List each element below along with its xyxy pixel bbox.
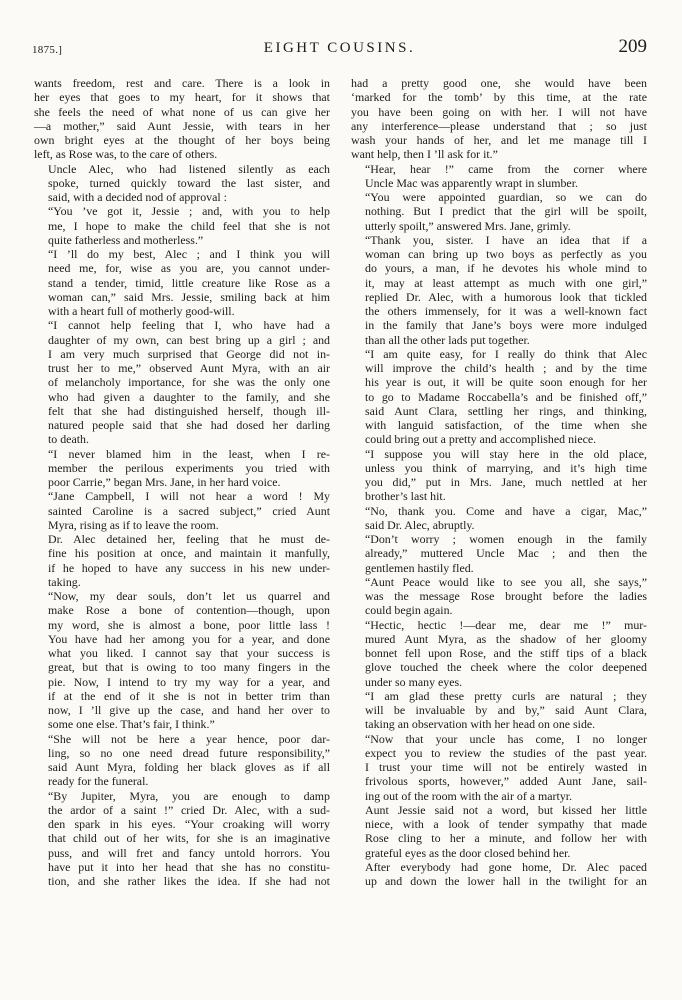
paragraph — [34, 204, 330, 247]
paragraph — [34, 489, 330, 532]
text-line: nothing. But I predict that the girl will be spoilt, — [365, 204, 647, 219]
text-line: had a pretty good one, she would have been — [351, 76, 647, 90]
text-line: daughter of my own, can best bring up a girl ; and — [48, 332, 330, 347]
text-line: felt that she had distinguished herself, though ill- — [48, 403, 330, 418]
book-title: EIGHT COUSINS. — [263, 40, 416, 56]
text-line: could bring out a pretty and accomplished niece. — [365, 432, 597, 447]
paragraph — [34, 589, 330, 732]
text-line: “I am glad these pretty curls are natural ; they — [365, 688, 647, 703]
paragraph — [351, 76, 647, 162]
text-line: “Hectic, hectic !—dear me, dear me !” mur- — [365, 617, 647, 632]
text-line: unless you think of marrying, and it’s high time — [365, 460, 647, 475]
text-line: she feels the need of what none of us can give her — [34, 104, 330, 119]
text-line: with a heart full of motherly good-will. — [48, 304, 235, 318]
text-line: than all the other lads put together. — [365, 332, 530, 347]
text-line: “I cannot help feeling that I, who have had a — [48, 318, 330, 333]
text-line: “Don’t worry ; women enough in the family — [365, 532, 647, 546]
text-line: sainted Caroline is a sacred subject,” cried Aunt — [48, 503, 330, 518]
text-line: “No, thank you. Come and have a cigar, Mac,” — [365, 503, 647, 518]
text-line: that child out of her wits, for she is an imaginative — [48, 831, 330, 846]
text-line: bonnet fell upon Rose, and the stiff tips of a black — [365, 646, 647, 660]
text-line: said Aunt Clara, settling her rings, and thinking, — [365, 403, 647, 418]
text-line: said, with a decided nod of approval : — [48, 190, 227, 204]
paragraph — [351, 732, 647, 803]
text-line: quite fatherless and motherless.” — [48, 232, 204, 247]
paragraph — [34, 447, 330, 490]
paragraph — [351, 575, 647, 618]
text-line: ready for the funeral. — [48, 774, 149, 789]
text-line: “You were appointed guardian, so we can do — [365, 190, 647, 204]
text-line: the others immensely, for it was a well-known fact — [365, 304, 647, 318]
text-line: tion, and she rather likes the idea. If she had not — [48, 874, 330, 888]
text-line: “I am quite easy, for I really do think that Alec — [365, 346, 647, 361]
text-line: expect you to review the studies of the past year. — [365, 745, 647, 760]
text-line: great, but that is owing to too many fingers in the — [48, 660, 330, 675]
text-line: replied Dr. Alec, with a humorous look that tickled — [365, 289, 647, 304]
text-line: me, I hope to make the child feel that she is not — [48, 218, 330, 233]
text-line: ing out of the room with the air of a martyr. — [365, 788, 573, 803]
text-line: You have had her among you for a year, and done — [48, 631, 330, 646]
text-line: niece, with a look of tender sympathy that made — [365, 817, 647, 831]
text-line: with languid satisfaction, of the time when she — [365, 418, 647, 432]
paragraph — [34, 732, 330, 789]
text-line: her eyes that goes to my heart, for it shows that — [34, 90, 330, 105]
text-line: the ardor of a saint !” cried Dr. Alec, with a sud- — [48, 802, 330, 817]
paragraph — [351, 803, 647, 860]
text-line: under so many eyes. — [365, 674, 463, 689]
text-line: if he hoped to have any success in his new under- — [48, 560, 330, 575]
text-line: ling, so no one need dread future responsibility,” — [48, 745, 330, 760]
text-line: Dr. Alec detained her, feeling that he must de- — [48, 532, 330, 546]
text-line: who had given a daughter to the family, and she — [48, 389, 330, 404]
text-line: you did,” put in Mrs. Jane, much nettled at her — [365, 475, 647, 489]
text-line: of melancholy importance, for she was the only one — [48, 375, 330, 390]
text-line: do yours, a man, if he devotes his whole mind to — [365, 261, 647, 276]
text-line: need me, for, wise as you are, you cannot under- — [48, 261, 330, 276]
paragraph — [34, 789, 330, 889]
text-line: mured Aunt Myra, as the shadow of her gloomy — [365, 631, 647, 646]
text-line: I trust your time will not be entirely wasted in — [365, 760, 647, 774]
text-line: “Hear, hear !” came from the corner where — [365, 161, 647, 176]
text-line: member the perilous experiments you tried with — [48, 460, 330, 475]
text-line: up and down the lower hall in the twilight for an — [365, 874, 647, 888]
text-line: some one else. That’s fair, I think.” — [48, 717, 215, 732]
text-line: my word, she is almost a bone, poor little lass ! — [48, 617, 330, 632]
text-line: “By Jupiter, Myra, you are enough to damp — [48, 788, 330, 803]
text-line: have put it into her head that she has no constitu- — [48, 859, 330, 874]
text-line: “Thank you, sister. I have an idea that if a — [365, 232, 647, 247]
text-line: brother’s last hit. — [365, 489, 446, 504]
text-line: if at the end of it she is not in better trim than — [48, 688, 330, 703]
text-line: Aunt Jessie said not a word, but kissed her little — [365, 802, 647, 817]
text-line: any interference—please understand that ; so just — [351, 118, 647, 133]
text-line: now, I ’ll give up the case, and hand her over to — [48, 703, 330, 717]
paragraph — [34, 247, 330, 318]
text-line: Myra, rising as if to leave the room. — [48, 517, 219, 532]
paragraph — [351, 689, 647, 732]
text-line: said Aunt Myra, folding her black gloves as if all — [48, 760, 330, 774]
paragraph — [351, 347, 647, 447]
paragraph — [351, 618, 647, 689]
text-line: it, may at least attempt as much with one girl,” — [365, 275, 647, 290]
text-line: frivolous sports, however,” added Aunt Jane, sail- — [365, 774, 647, 789]
text-line: you have been going on with her. I will not have — [351, 104, 647, 119]
text-line: “Now, my dear souls, don’t let us quarrel and — [48, 589, 330, 603]
paragraph — [351, 447, 647, 504]
text-line: own bright eyes at the thought of her boys being — [34, 133, 330, 147]
text-line: glove touched the cheek where the color deepened — [365, 660, 647, 675]
text-line: could begin again. — [365, 603, 453, 618]
page-number: 209 — [618, 36, 647, 57]
text-line: already,” muttered Uncle Mac ; and then the — [365, 546, 647, 561]
text-line: ‘marked for the tomb’ by this time, at the rate — [351, 90, 647, 105]
running-header — [32, 38, 647, 64]
text-line: natured people said that she had dosed her darling — [48, 418, 330, 432]
left-column — [34, 76, 330, 888]
text-line: “You ’ve got it, Jessie ; and, with you to help — [48, 204, 330, 219]
text-line: in the family that Jane’s boys were more indulged — [365, 318, 647, 333]
text-line: spoke, turned quickly toward the last sister, and — [48, 175, 330, 190]
text-line: said Dr. Alec, abruptly. — [365, 517, 475, 532]
text-line: “She will not be here a year hence, poor dar- — [48, 731, 330, 746]
text-line: —a mother,” said Aunt Jessie, with tears in her — [34, 118, 330, 133]
text-line: I am very much surprised that George did not in- — [48, 346, 330, 361]
text-line: woman can,” said Mrs. Jessie, smiling back at him — [48, 289, 330, 304]
text-line: “I never blamed him in the least, when I re- — [48, 446, 330, 461]
text-line: trust her to me,” observed Aunt Myra, with an air — [48, 361, 330, 375]
paragraph — [351, 504, 647, 533]
text-line: utterly spoilt,” answered Mrs. Jane, grimly. — [365, 218, 571, 233]
paragraph — [351, 162, 647, 191]
text-line: fine his position at once, and maintain it manfully, — [48, 546, 330, 561]
text-line: “Now that your uncle has come, I no longer — [365, 731, 647, 746]
text-line: his year is out, it will be quite soon enough for her — [365, 375, 647, 390]
text-line: will improve the child’s health ; and by the time — [365, 361, 647, 375]
paragraph — [34, 318, 330, 446]
text-line: After everybody had gone home, Dr. Alec paced — [365, 859, 647, 874]
text-line: grateful eyes as the door closed behind her. — [365, 845, 571, 860]
text-line: stand a tender, timid, little creature like Rose as a — [48, 275, 330, 290]
paragraph — [351, 190, 647, 233]
text-line: “Aunt Peace would like to see you all, she says,” — [365, 574, 647, 589]
text-line: woman can bring up two boys as perfectly as you — [365, 247, 647, 261]
text-line: was the message Rose brought before the ladies — [365, 589, 647, 603]
text-line: left, as Rose was, to the care of others. — [34, 147, 218, 162]
text-line: “I suppose you will stay here in the old place, — [365, 446, 647, 461]
paragraph — [351, 860, 647, 889]
right-column — [351, 76, 647, 888]
text-line: wash your hands of her, and let me manage till I — [351, 133, 647, 147]
text-line: make Rose a bone of contention—though, upon — [48, 603, 330, 618]
paragraph — [351, 532, 647, 575]
paragraph — [351, 233, 647, 347]
paragraph — [34, 532, 330, 589]
text-line: wants freedom, rest and care. There is a look in — [34, 76, 330, 90]
text-line: gentlemen hastily fled. — [365, 560, 474, 575]
text-line: will be invaluable by and by,” said Aunt Clara, — [365, 703, 647, 717]
text-line: “I ’ll do my best, Alec ; and I think you will — [48, 247, 330, 261]
text-line: puss, and will fret and fancy untold horrors. You — [48, 845, 330, 860]
text-line: Uncle Mac was apparently wrapt in slumber. — [365, 175, 578, 190]
text-line: poor Carrie,” began Mrs. Jane, in her hard voice. — [48, 475, 281, 489]
text-line: to go to Madame Roccabella’s and be finished off,” — [365, 389, 647, 404]
text-line: what you liked. I cannot say that your success is — [48, 646, 330, 660]
text-line: Rose cling to her a minute, and follow her with — [365, 831, 647, 846]
paragraph — [34, 76, 330, 162]
text-line: to death. — [48, 432, 89, 447]
text-line: pie. Now, I intend to try my way for a year, and — [48, 674, 330, 689]
paragraph — [34, 162, 330, 205]
text-line: taking. — [48, 574, 81, 589]
header-date: 1875.] — [32, 44, 63, 56]
text-line: den spark in his eyes. “Your croaking will worry — [48, 817, 330, 831]
text-line: want help, then I ’ll ask for it.” — [351, 147, 498, 162]
text-line: “Jane Campbell, I will not hear a word ! My — [48, 489, 330, 504]
text-line: Uncle Alec, who had listened silently as each — [48, 161, 330, 176]
text-line: taking an observation with her head on one side. — [365, 717, 596, 732]
